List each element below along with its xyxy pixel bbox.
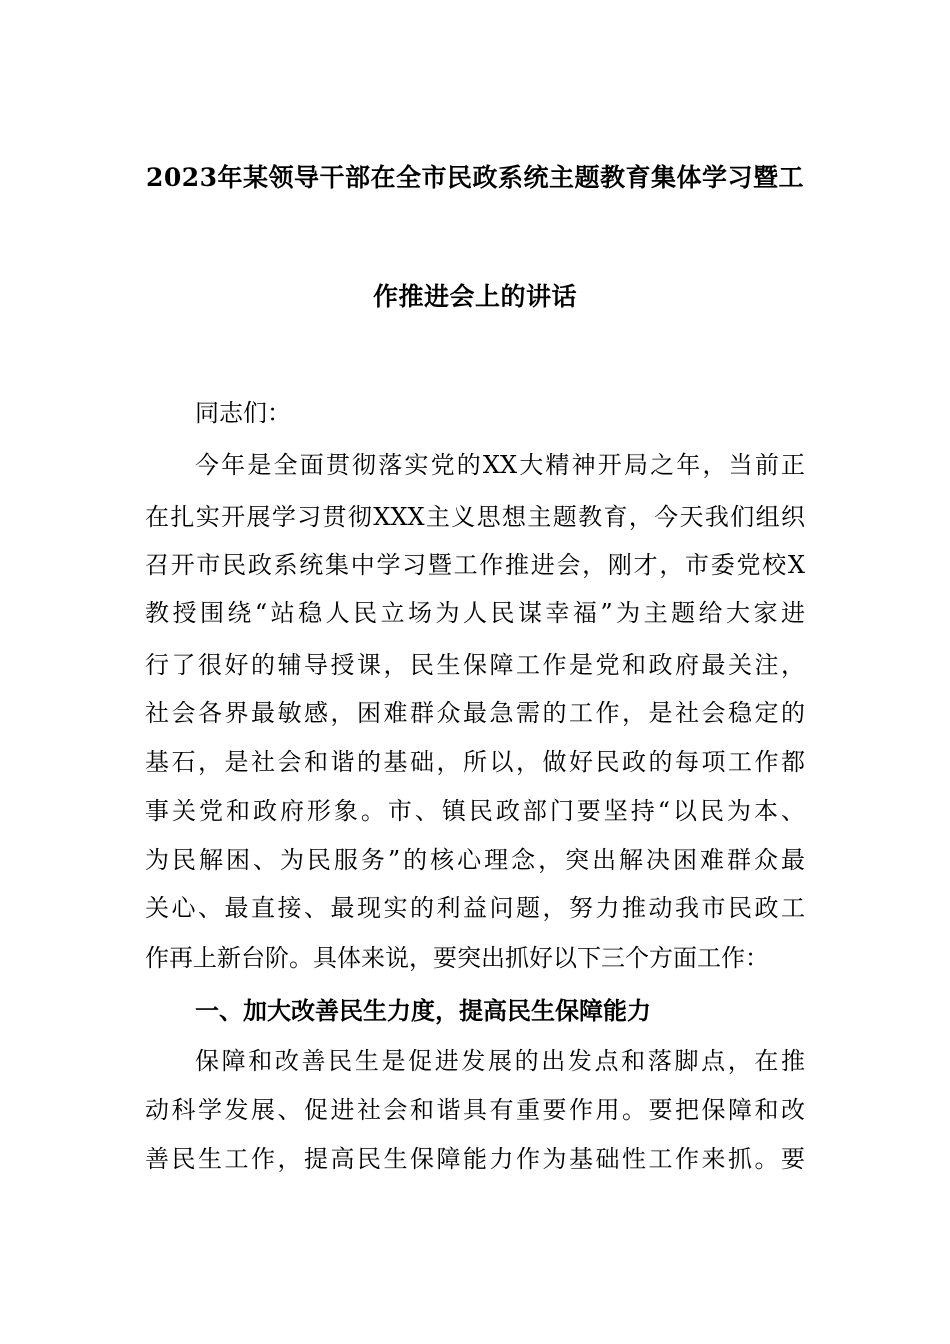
paragraph-line: 事关党和政府形象。市、镇民政部门要坚持“以民为本、 [145,797,805,825]
salutation: 同志们： [195,399,291,427]
paragraph-line: 基石，是社会和谐的基础，所以，做好民政的每项工作都 [145,748,805,776]
paragraph-line: 关心、最直接、最现实的利益问题，努力推动我市民政工 [145,894,805,922]
section-heading: 一、加大改善民生力度，提高民生保障能力 [195,996,651,1025]
paragraph-line: 行了很好的辅导授课，民生保障工作是党和政府最关注， [145,651,805,679]
paragraph-line: 保障和改善民生是促进发展的出发点和落脚点，在推 [195,1047,805,1075]
paragraph-line: 教授围绕“站稳人民立场为人民谋幸福”为主题给大家进 [145,599,805,627]
document-title-line-2: 作推进会上的讲话 [372,282,577,311]
paragraph-line: 召开市民政系统集中学习暨工作推进会，刚才，市委党校X [145,551,805,579]
document-title-line-1: 2023年某领导干部在全市民政系统主题教育集体学习暨工 [145,163,805,192]
paragraph-line: 善民生工作，提高民生保障能力作为基础性工作来抓。要 [145,1145,805,1173]
paragraph-line: 为民解困、为民服务”的核心理念，突出解决困难群众最 [145,846,805,874]
paragraph-line: 在扎实开展学习贯彻XXX主义思想主题教育，今天我们组织 [145,503,805,531]
paragraph-line: 社会各界最敏感，困难群众最急需的工作，是社会稳定的 [145,699,805,727]
paragraph-line: 今年是全面贯彻落实党的XX大精神开局之年，当前正 [195,451,805,479]
paragraph-line: 动科学发展、促进社会和谐具有重要作用。要把保障和改 [145,1096,805,1124]
paragraph-line: 作再上新台阶。具体来说，要突出抓好以下三个方面工作： [145,944,769,972]
